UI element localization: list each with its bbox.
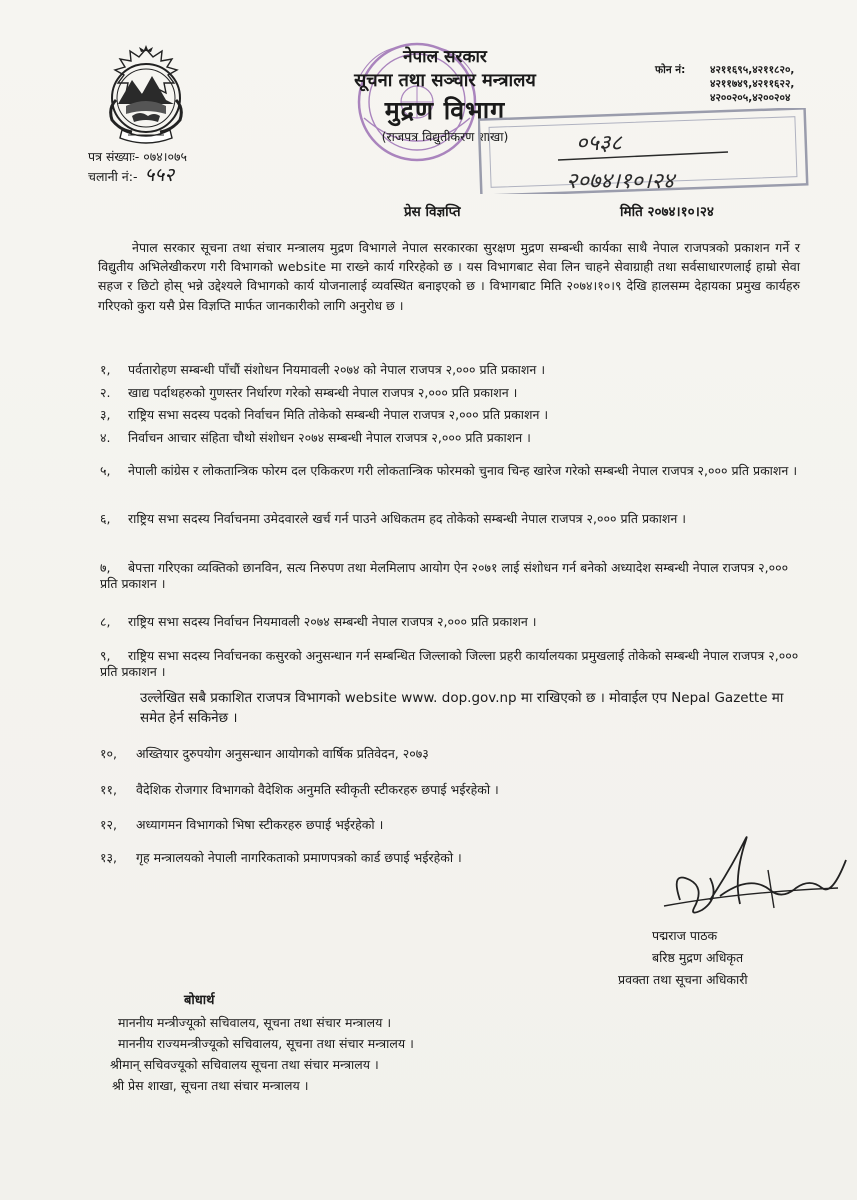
list-item (100, 560, 800, 592)
list-item (100, 362, 800, 378)
signatory-name: पद्मराज पाठक (652, 928, 718, 943)
list-item (100, 782, 800, 798)
item-number: १, (100, 362, 111, 377)
item-number: २. (100, 385, 111, 400)
handwritten-signature-icon (650, 830, 850, 932)
ministry-name: सूचना तथा सञ्चार मन्त्रालय (354, 70, 536, 91)
government-name: नेपाल सरकार (403, 47, 487, 67)
item-text: राष्ट्रिय सभा सदस्य निर्वाचनमा उमेदवारले खर्च गर्न पाउने अधिकतम हद तोकेको सम्बन्धी नेपाल राजपत्र २,००० प्रति प्रकाशन । (128, 511, 687, 526)
phone-line: ४२११६९५,४२११८२०, (710, 64, 795, 76)
document-title: प्रेस विज्ञप्ति (404, 204, 461, 220)
intro-paragraph (98, 238, 800, 315)
item-number: ३, (100, 407, 111, 422)
intro-text: नेपाल सरकार सूचना तथा संचार मन्त्रालय मुद्रण विभागले नेपाल सरकारका सुरक्षण मुद्रण सम्बन्धी कार्यका साथै नेपाल राजपत्रको प्रकाशन गर्ने र विद्युतीय अभिलेखीकरण गरी विभागको website मा राख्ने कार्य गरिरहेको छ । यस विभागबाट सेवा लिन चाहने सेवाग्राही तथा सर्वसाधारणलाई हाम्रो सेवा सहज र छिटो होस् भन्ने उद्देश्यले विभागको कार्य योजनालाई व्यवस्थित बनाइएको छ । विभागबाट मिति २०७४।१०।९ देखि हालसम्म देहायका प्रमुख कार्यहरु गरिएको कुरा यसै प्रेस विज्ञप्ति मार्फत जानकारीको लागि अनुरोध छ । (98, 240, 800, 313)
item-text: नेपाली कांग्रेस र लोकतान्त्रिक फोरम दल एकिकरण गरी लोकतान्त्रिक फोरमको चुनाव चिन्ह खारेज गरेको सम्बन्धी नेपाल राजपत्र २,००० प्रति प्रकाशन । (128, 463, 798, 478)
reference-block (88, 148, 187, 186)
item-number: १०, (100, 746, 117, 761)
department-name: मुद्रण विभाग (384, 96, 506, 125)
signatory-position: बरिष्ठ मुद्रण अधिकृत (652, 950, 744, 965)
item-number: ८, (100, 614, 111, 629)
item-number: ५, (100, 463, 111, 478)
list-item (100, 385, 800, 401)
list-item (100, 430, 800, 446)
received-stamp-number: ०५३८ (576, 131, 622, 156)
item-text: खाद्य पर्दाथहरुको गुणस्तर निर्धारण गरेको सम्बन्धी नेपाल राजपत्र २,००० प्रति प्रकाशन । (128, 385, 518, 400)
item-text: अख्तियार दुरुपयोग अनुसन्धान आयोगको वार्षिक प्रतिवेदन, २०७३ (136, 746, 429, 761)
item-text: बेपत्ता गरिएका व्यक्तिको छानविन, सत्य निरुपण तथा मेलमिलाप आयोग ऐन २०७१ लाई संशोधन गर्न बनेको अध्यादेश सम्बन्धी नेपाल राजपत्र २,००० प्रति प्रकाशन । (100, 560, 789, 591)
item-number: ७, (100, 560, 111, 575)
phone-line: ४२११७४९,४२११६२२, (710, 78, 795, 90)
item-number: ११, (100, 782, 117, 797)
list-item (100, 614, 800, 630)
recipient-item: श्रीमान् सचिवज्यूको सचिवालय सूचना तथा संचार मन्त्रालय । (110, 1057, 379, 1072)
item-number: ४. (100, 430, 111, 445)
branch-name: (राजपत्र विद्युतीकरण शाखा) (381, 129, 509, 144)
recipient-item: माननीय मन्त्रीज्यूको सचिवालय, सूचना तथा संचार मन्त्रालय । (118, 1015, 392, 1030)
list-item (100, 511, 800, 527)
item-number: ९, (100, 648, 111, 663)
phone-line: ४२००२०५,४२००२०४ (710, 92, 791, 104)
recipient-item: श्री प्रेस शाखा, सूचना तथा संचार मन्त्रालय । (112, 1078, 309, 1093)
phone-label: फोन नं: (655, 64, 686, 76)
item-text: निर्वाचन आचार संहिता चौथो संशोधन २०७४ सम्बन्धी नेपाल राजपत्र २,००० प्रति प्रकाशन । (128, 430, 531, 445)
list-item (100, 746, 800, 762)
item-text: अध्यागमन विभागको भिषा स्टीकरहरु छपाई भईरहेको । (136, 817, 384, 832)
for-info-title: बोधार्थ (184, 993, 215, 1008)
recipient-list (108, 1012, 414, 1096)
item-text: पर्वतारोहण सम्बन्धी पाँचौं संशोधन नियमावली २०७४ को नेपाल राजपत्र २,००० प्रति प्रकाशन । (128, 362, 546, 377)
item-text: वैदेशिक रोजगार विभागको वैदेशिक अनुमति स्वीकृती स्टीकरहरु छपाई भईरहेको । (136, 782, 499, 797)
signatory-role: प्रवक्ता तथा सूचना अधिकारी (618, 972, 748, 987)
item-number: १२, (100, 817, 117, 832)
item-text: गृह मन्त्रालयको नेपाली नागरिकताको प्रमाणपत्रको कार्ड छपाई भईरहेको । (136, 850, 462, 865)
list-item (100, 463, 800, 479)
item-number: १३, (100, 850, 117, 865)
dispatch-no: ५५२ (144, 164, 175, 186)
nepal-emblem-icon (96, 42, 196, 148)
list-item (100, 648, 800, 680)
list-item (100, 407, 800, 423)
recipient-item: माननीय राज्यमन्त्रीज्यूको सचिवालय, सूचना तथा संचार मन्त्रालय । (118, 1036, 414, 1051)
letter-no-label: पत्र संख्याः- (88, 149, 140, 164)
document-date: मिति २०७४।१०।२४ (620, 204, 714, 220)
website-note: उल्लेखित सबै प्रकाशित राजपत्र विभागको website www. dop.gov.np मा राखिएको छ । मोवाईल एप Nepal Gazette मा समेत हेर्न सकिनेछ । (140, 690, 784, 726)
dispatch-no-label: चलानी नं:- (88, 169, 138, 184)
item-number: ६, (100, 511, 111, 526)
received-stamp (478, 108, 820, 194)
item-text: राष्ट्रिय सभा सदस्य निर्वाचन नियमावली २०७४ सम्बन्धी नेपाल राजपत्र २,००० प्रति प्रकाशन । (128, 614, 537, 629)
letter-no: ०७४।०७५ (143, 149, 187, 164)
item-text: राष्ट्रिय सभा सदस्य पदको निर्वाचन मिति तोकेको सम्बन्धी नेपाल राजपत्र २,००० प्रति प्रकाशन । (128, 407, 549, 422)
item-text: राष्ट्रिय सभा सदस्य निर्वाचनका कसुरको अनुसन्धान गर्न सम्बन्धित जिल्लाको जिल्ला प्रहरी कार्यालयका प्रमुखलाई तोकेको सम्बन्धी नेपाल राजपत्र २,००० प्रति प्रकाशन । (100, 648, 799, 679)
received-stamp-date: २०७४।१०।२४ (566, 169, 675, 194)
